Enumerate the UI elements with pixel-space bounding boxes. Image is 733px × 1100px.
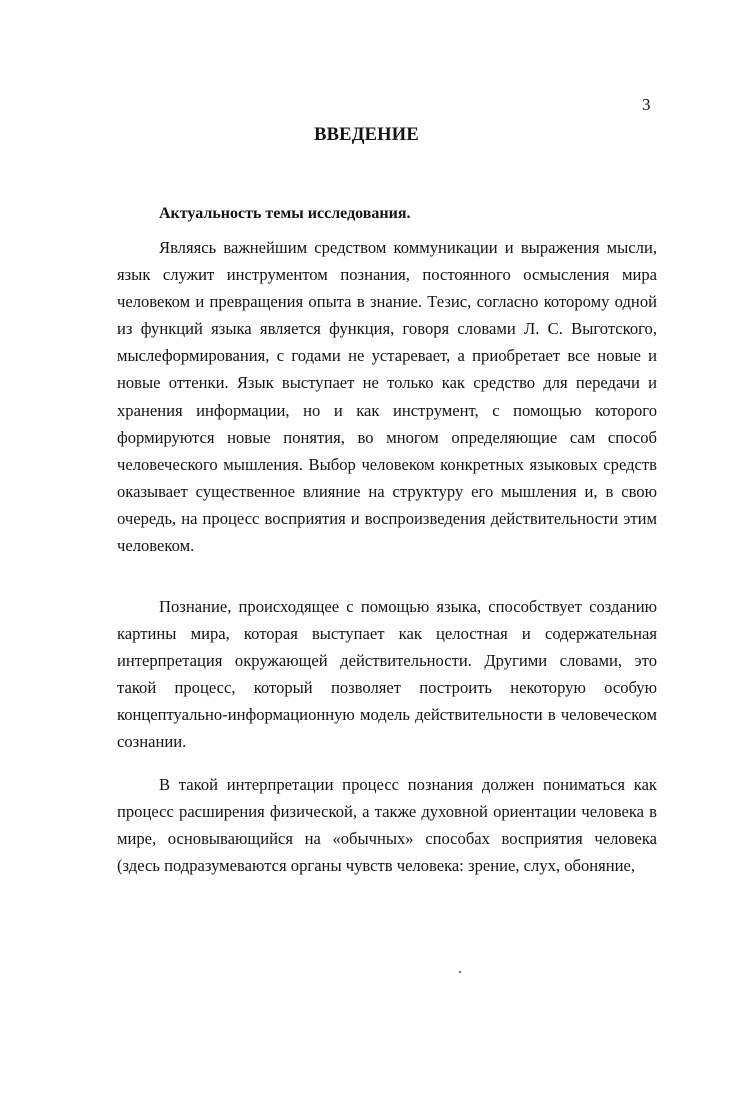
paragraph-1: Являясь важнейшим средством коммуникации и выражения мысли, язык служит инструментом познания, постоянного осмысления мира человеком и превращения опыта в знание. Тезис, согласно которому одной из функций языка является функция, говоря словами Л. С. Выготского, мыслеформирования, с годами не устаревает, а приобретает все новые и новые оттенки. Язык выступает не только как средство для передачи и хранения информации, но и как инструмент, с помощью которого формируются новые понятия, во многом определяющие сам способ человеческого мышления. Выбор человеком конкретных языковых средств оказывает существенное влияние на структуру его мышления и, в свою очередь, на процесс восприятия и воспроизведения действительности этим человеком. [117, 238, 657, 556]
paragraph-2: Познание, происходящее с помощью языка, способствует созданию картины мира, которая выступает как целостная и содержательная интерпретация окружающей действительности. Другими словами, это такой процесс, который позволяет построить некоторую особую концептуально-информационную модель действительности в человеческом сознании. [117, 597, 657, 752]
page-number: 3 [642, 95, 651, 114]
section-heading: Актуальность темы исследования. [159, 205, 411, 222]
page-title: ВВЕДЕНИЕ [314, 125, 419, 145]
scan-artifact-dot [459, 971, 461, 973]
paragraph-3: В такой интерпретации процесс познания должен пониматься как процесс расширения физической, а также духовной ориентации человека в мире, основывающийся на «обычных» способах восприятия человека (здесь подразумеваются органы чувств человека: зрение, слух, обоняние, [117, 775, 657, 876]
